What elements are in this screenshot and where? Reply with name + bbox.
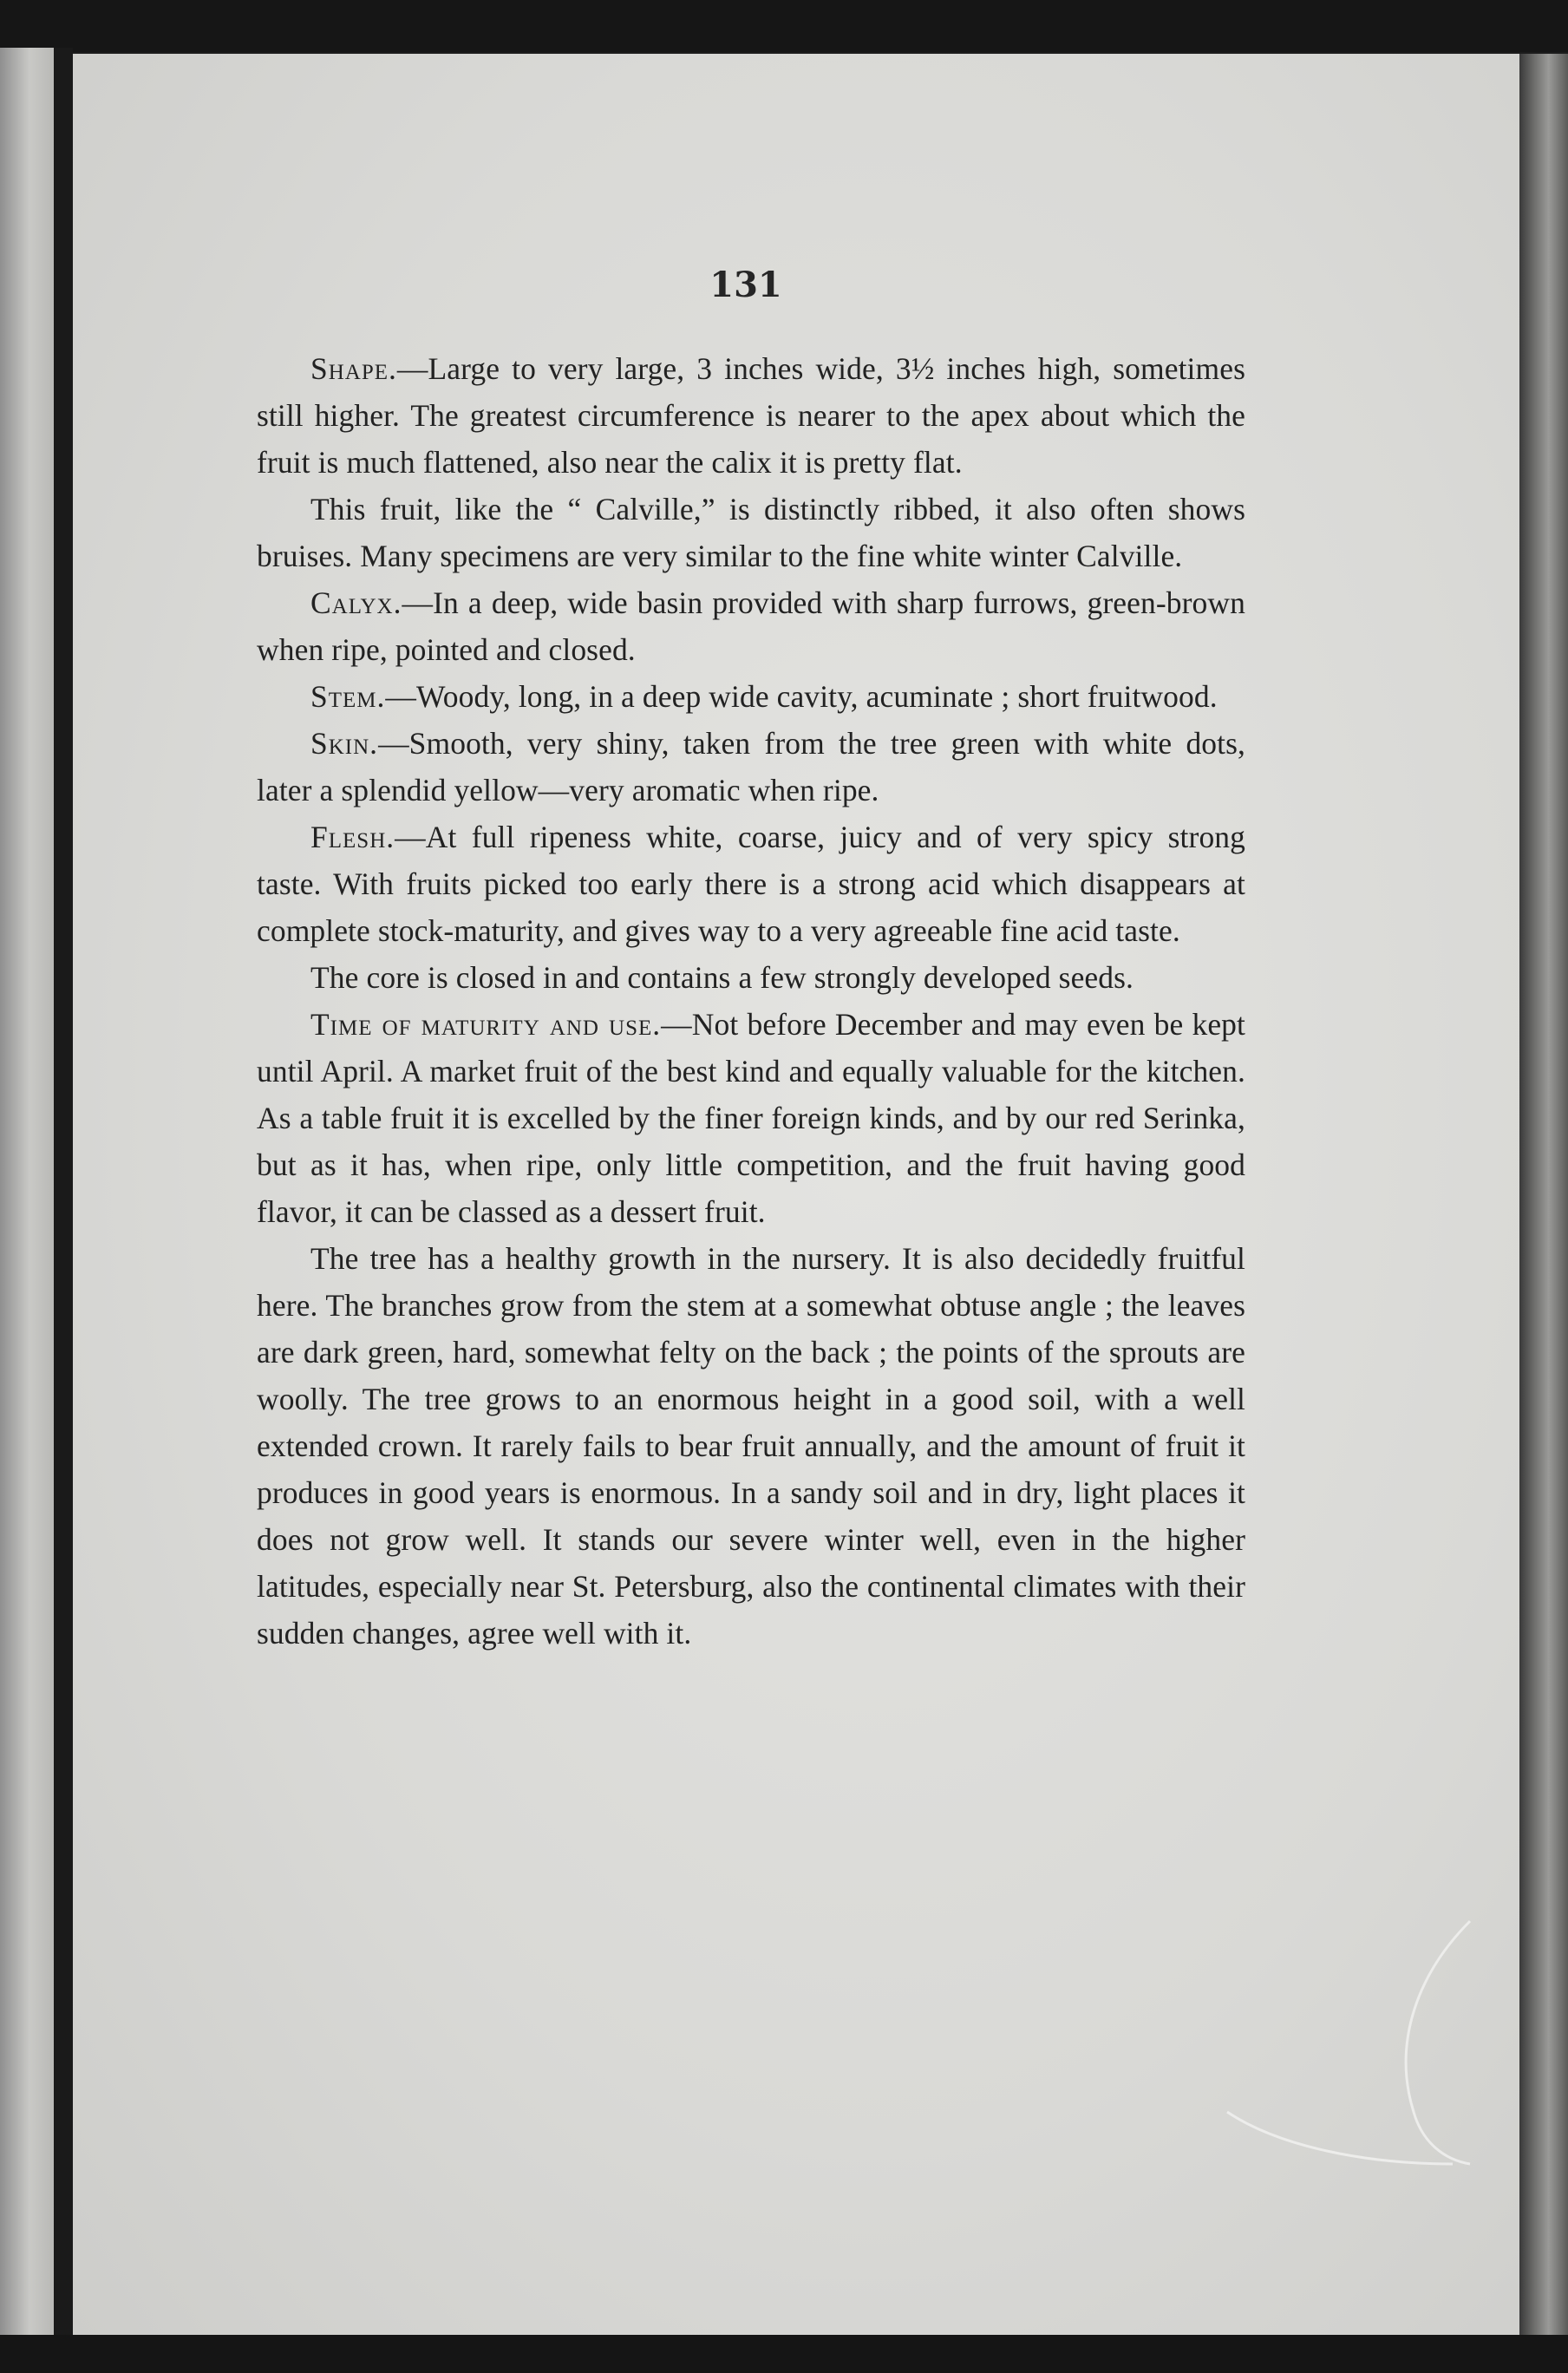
paragraph-text: —In a deep, wide basin provided with sharp furrows, green-brown when ripe, pointed and closed. (257, 585, 1245, 667)
paragraph-stem (257, 673, 1245, 720)
paragraph-text: The tree has a healthy growth in the nursery. It is also decidedly fruitful here. The branches grow from the stem at a somewhat obtuse angle ; the leaves are dark green, hard, somewhat felty on the back ; the points of the sprouts are woolly. The tree grows to an enormous height in a good soil, with a well extended crown. It rarely fails to bear fruit annually, and the amount of fruit it produces in good years is enormous. In a sandy soil and in dry, light places it does not grow well. It stands our severe winter well, even in the higher latitudes, especially near St. Petersburg, also the continental climates with their sudden changes, agree well with it. (257, 1241, 1245, 1651)
paragraph-text: The core is closed in and contains a few strongly developed seeds. (310, 960, 1134, 995)
paragraph-flesh (257, 814, 1245, 954)
book-gutter (54, 48, 73, 2337)
paragraph-core (257, 954, 1245, 1001)
body-text (257, 345, 1245, 1657)
section-heading: Calyx. (310, 585, 402, 620)
paragraph-ribbed (257, 486, 1245, 579)
facing-page-edge (0, 48, 54, 2337)
section-heading: Skin. (310, 726, 379, 761)
paragraph-shape (257, 345, 1245, 486)
paragraph-text: —Large to very large, 3 inches wide, 3½ inches high, sometimes still higher. The greatest circumference is nearer to the apex about which the fruit is much flattened, also near the calix it is pretty flat. (257, 351, 1245, 480)
page-number: 131 (709, 265, 782, 305)
paragraph-calyx (257, 579, 1245, 673)
paragraph-skin (257, 720, 1245, 814)
paragraph-text: This fruit, like the “ Calville,” is distinctly ribbed, it also often shows bruises. Many specimens are very similar to the fine white winter Calville. (257, 492, 1245, 573)
paragraph-text: —Not before December and may even be kept until April. A market fruit of the best kind and equally valuable for the kitchen. As a table fruit it is excelled by the finer foreign kinds, and by our red Serinka, but as it has, when ripe, only little competition, and the fruit having good flavor, it can be classed as a dessert fruit. (257, 1007, 1245, 1229)
scanner-top-border (0, 0, 1568, 52)
page-stack-edge (1519, 54, 1568, 2344)
paper-crease-mark (1210, 1904, 1496, 2173)
paragraph-maturity (257, 1001, 1245, 1235)
section-heading: Stem. (310, 679, 386, 714)
section-heading: Shape. (310, 351, 397, 386)
scanner-bottom-border (0, 2335, 1568, 2373)
paragraph-text: —Woody, long, in a deep wide cavity, acuminate ; short fruitwood. (385, 679, 1218, 714)
paragraph-tree (257, 1235, 1245, 1657)
section-heading: Flesh. (310, 820, 395, 854)
section-heading: Time of maturity and use. (310, 1007, 662, 1042)
paragraph-text: —Smooth, very shiny, taken from the tree green with white dots, later a splendid yellow—very aromatic when ripe. (257, 726, 1245, 807)
paragraph-text: —At full ripeness white, coarse, juicy and of very spicy strong taste. With fruits picked too early there is a strong acid which disappears at complete stock-maturity, and gives way to a very agreeable fine acid taste. (257, 820, 1245, 948)
